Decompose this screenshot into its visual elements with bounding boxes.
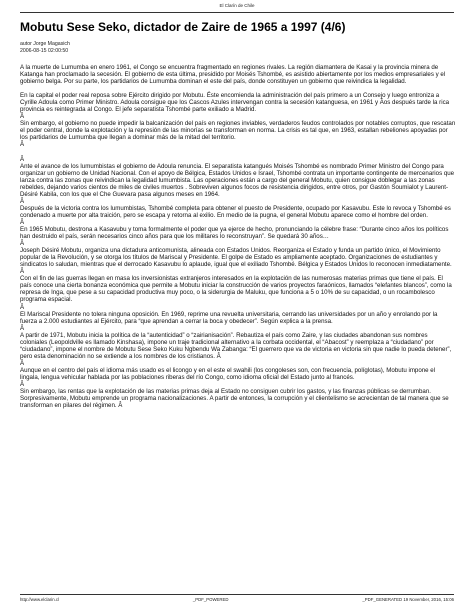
footer-divider (20, 594, 454, 595)
article-paragraph: Sin embargo, las rentas que la explotación de las materias primas deja al Estado no consiguen cubrir los gastos, y las finanzas públicas se derrumban. Sorpresivamente, Mobutu emprende un programa nacionalizaciones. A partir de entonces, la corrupción y el clientelismo se acrecientan de tal manera que se transforman en pilares del régimen. Â (20, 388, 449, 410)
article-paragraph: Â Ante el avance de los lumumbistas el gobierno de Adoula renuncia. El separatista katangués Moisés Tshombé es nombrado Primer Ministro del Congo para organizar un gobierno de Unidad Nacional. Con el apoyo de Bélgica, Estados Unidos e Israel, Tshombé contrata un importante contingente de mercenarios que lanza contra las zonas que reivindican la legalidad lumumbista. Las operaciones están a cargo del general Mobutu, quien consigue doblegar a las zonas rebeldes, dejando varios cientos de miles de civiles muertos . Sobreviven algunos focos de resistencia dirigidos, entre otros, por Gastón Soumialot y Laurent-Désiré Kabila, con los que el Che Guevara pasa algunos meses en 1964. Â (20, 155, 455, 205)
article-paragraph: A partir de 1971, Mobutu inicia la política de la “autenticidad” o “zairianisación”. Rebautiza el país como Zaire, y las ciudades abandonan sus nombres coloniales (Leopoldville es llamado Kinshasa), impone un traje tradicional alternativo a la corbata occidental, el “Abacost” y reemplaza a “ciudadano” por “ciudadano”, impone el nombre de Mobutu Sese Seko Kuku Ngbendu Wa Zabanga: “El guerrero que va de victoria en victoria sin que nadie lo pueda detener”, pero esta denominación no se extiende a los nombres de los cristianos. Â Â (20, 331, 452, 367)
article-date: 2006-08-15 02:00:50 (20, 48, 69, 54)
article-paragraph: Joseph Désiré Mobutu, organiza una dictadura anticomunista, alineada con Estados Unidos. Reorganiza el Estado y funda un partido único, el Movimiento popular de la Revolución, y se otorga los títulos de Mariscal y Presidente. El golpe de Estado es ampliamente aceptado. Organizaciones de estudiantes y sindicatos lo saludan, mientras que el derrocado Kasavubu lo aplaude, igual que el exiliado Tshombé. Bélgica y Estados Unidos lo reconocen inmediatamente. Â (20, 247, 452, 276)
footer-powered: _PDF_POWERED (192, 597, 229, 602)
article-paragraph: Aunque en el centro del país el idioma más usado es el licongo y en el este el swahili (los congoleses son, con frecuencia, políglotas), Mobutu impone el lingala, lengua vehicular hablada por las poblaciones riberas del río Congo, como idioma oficial del Estado junto al francés. Â (20, 366, 436, 389)
article-paragraph: En la capital el poder real reposa sobre Ejército dirigido por Mobutu. Éste encomienda la administración del país primero a un Consejo y luego entroniza a Cyrille Adoula como Primer Ministro. Adoula consigue que los Cascos Azules intervengan contra la secesión katanguesa, en 1961 y Ãos después tarde la rica provincia es reintegrada al Congo. El jefe separatista Tshombé parte exiliado a Madrid. Â (20, 92, 450, 121)
article-body (20, 64, 456, 409)
site-header: El Clarín de Chile (219, 3, 255, 8)
article-paragraph: Sin embargo, el gobierno no puede impedir la balcanización del país en regiones inviables, verdaderos feudos controlados por notables corruptos, que rescatan el poder central, donde la explotación y la represión de las minorías se transforman en norma. La crisis es tal que, en 1963, estallan rebeliones apoyadas por los partidarios de Lumumba que llegan a dominar más de la mitad del territorio. Â (20, 120, 456, 149)
footer-url: http://www.elclarin.cl (20, 597, 59, 602)
page-footer (20, 597, 454, 603)
footer-generated: _PDF_GENERATED 19 November, 2016, 15:06 (362, 597, 454, 602)
article-paragraph: El Mariscal Presidente no tolera ninguna oposición. En 1969, reprime una revuelta universitaria, cerrando las universidades por un año y enrolando por la fuerza a 2.000 estudiantes al Ejército, para “que aprendan a cerrar la boca y obedecer”. Según explica a la prensa. Â (20, 310, 438, 332)
article-paragraph: En 1965 Mobutu, destrona a Kasavubu y toma formalmente el poder que ya ejerce de hecho, pronunciando la célebre frase: “Durante cinco años los políticos han destruido el país, serán necesarios cinco años para que los militares lo reconstruyan”. Se quedará 30 años… Â (20, 225, 449, 248)
article-paragraph: Después de la victoria contra los lumumbistas, Tshombé completa para obtener el puesto de Presidente, ocupado por Kasavubu. Este lo revoca y Tshombé es condenado a muerte por alta traición, pero se escapa y retorna al exilio. En medio de la pugna, el general Mobutu aparece como el hombre del orden. Â (20, 204, 451, 226)
article-title: Mobutu Sese Seko, dictador de Zaire de 1965 a 1997 (4/6) (20, 20, 346, 34)
article-author: autor Jorge Magasich (20, 41, 70, 47)
article-paragraph: A la muerte de Lumumba en enero 1961, el Congo se encuentra fragmentado en regiones rivales. La región diamantera de Kasai y la provincia minera de Katanga han proclamado la secesión. El gobierno de esta última, presidido por Moisés Tshombé, es asistido abiertamente por los medios empresariales y el gobierno belga. Por su parte, los partidarios de Lumumba dominan el este del país, donde constituyen un gobierno que reivindica la legalidad. (20, 64, 446, 86)
article-paragraph: Con el fin de las guerras llegan en masa los inversionistas extranjeros interesados en la explotación de las numerosas materias primas que tiene el país. El país conoce una cierta bonanza económica que permite a Mobutu iniciar la construcción de varios proyectos faraónicos, llamados “elefantes blancos”, como la represa de Inga, que pese a su capacidad productiva muy poco, o la siderurgia de Maluku, que funciona a 5 o 10% de su capacidad, o un rocambolesco programa espacial. Â (20, 275, 452, 311)
article-meta (20, 41, 70, 55)
header-divider (20, 12, 454, 13)
